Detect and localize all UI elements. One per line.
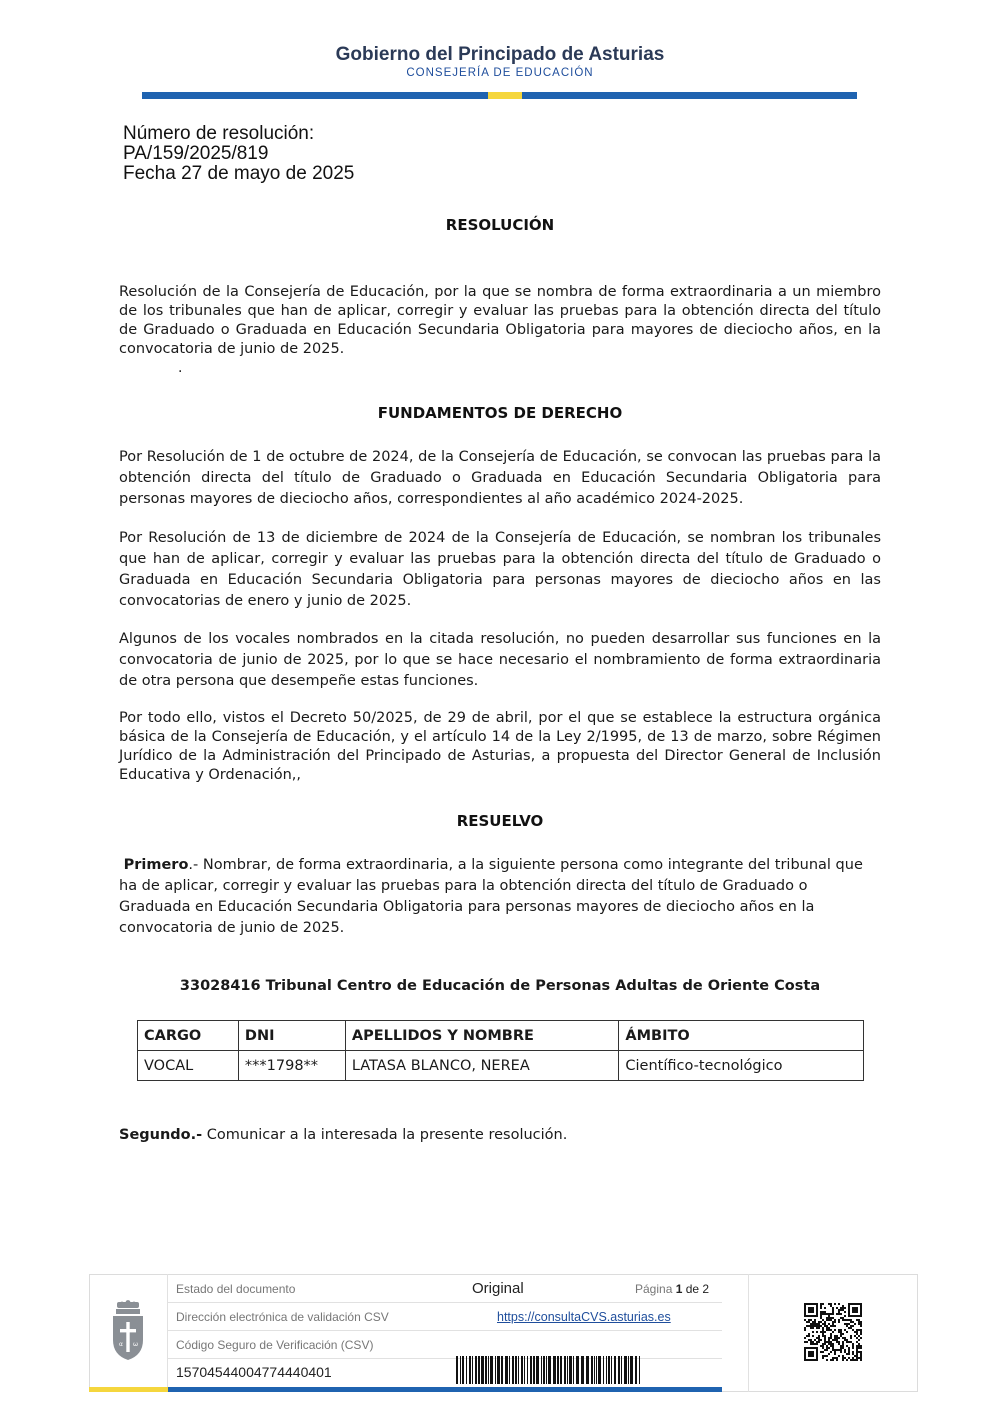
fundamento-paragraph-2: Por Resolución de 13 de diciembre de 2024 de la Consejería de Educación, se nombran los tribunales que han de aplicar, corregir y evaluar las pruebas para la obtención directa del título de Graduado o Graduada en Educación Secundaria Obligatoria para personas mayores de dieciocho años en las convocatorias de enero y junio de 2025.: [119, 530, 881, 609]
segundo-text: Comunicar a la interesada la presente resolución.: [202, 1127, 568, 1143]
section-title-fundamentos: FUNDAMENTOS DE DERECHO: [377, 404, 623, 422]
csv-url-label: Dirección electrónica de validación CSV: [176, 1310, 389, 1324]
estado-value: Original: [472, 1280, 524, 1297]
footer-row-divider: [167, 1330, 722, 1331]
footer-row-divider: [167, 1302, 722, 1303]
header-yellow-bar: [488, 92, 522, 99]
header-title: Gobierno del Principado de Asturias: [335, 44, 665, 65]
resolution-meta: [123, 124, 354, 184]
footer-yellow-bar: [89, 1387, 168, 1392]
segundo-label: Segundo.-: [119, 1127, 203, 1143]
estado-label: Estado del documento: [176, 1282, 296, 1296]
table-row: [138, 1051, 864, 1081]
svg-text:α: α: [119, 1341, 123, 1348]
resolution-number-value: PA/159/2025/819: [123, 143, 269, 164]
tribunal-table: [137, 1020, 864, 1081]
column-header-ambito: ÁMBITO: [619, 1021, 864, 1051]
column-header-cargo: CARGO: [138, 1021, 239, 1051]
footer-divider: [748, 1274, 749, 1392]
table-header-row: [138, 1021, 864, 1051]
csv-validation-link[interactable]: https://consultaCVS.asturias.es: [497, 1310, 671, 1324]
fundamento-paragraph-3: Algunos de los vocales nombrados en la citada resolución, no pueden desarrollar sus funciones en la convocatoria de junio de 2025, por lo que se hace necesario el nombramiento de forma extraordinaria de otra persona que desempeñe estas funciones.: [119, 631, 881, 689]
footer-blue-bar: [168, 1387, 722, 1392]
page-suffix: de 2: [682, 1282, 710, 1296]
svg-text:ω: ω: [133, 1341, 139, 1348]
coat-of-arms-icon: [110, 1300, 146, 1362]
section-title-resolucion: RESOLUCIÓN: [445, 216, 555, 234]
resolution-date: Fecha 27 de mayo de 2025: [123, 163, 355, 184]
qr-code-icon: [804, 1303, 862, 1361]
page-number: 1: [675, 1282, 683, 1296]
intro-paragraph: Resolución de la Consejería de Educación, por la que se nombra de forma extraordinaria a un miembro de los tribunales que han de aplicar, corregir y evaluar las pruebas para la obtención directa del título de Graduado o Graduada en Educación Secundaria Obligatoria para mayores de dieciocho años, en la convocatoria de junio de 2025.: [119, 284, 881, 357]
column-header-nombre: APELLIDOS Y NOMBRE: [345, 1021, 619, 1051]
cell-ambito: Científico-tecnológico: [619, 1051, 864, 1081]
intro-dot: .: [178, 360, 183, 376]
tribunal-title: 33028416 Tribunal Centro de Educación de Personas Adultas de Oriente Costa: [179, 978, 821, 994]
resolution-number-label: Número de resolución:: [123, 123, 315, 144]
barcode-icon: [456, 1356, 642, 1384]
primero-label: Primero: [123, 857, 189, 873]
csv-code-label: Código Seguro de Verificación (CSV): [176, 1338, 374, 1352]
primero-text: .- Nombrar, de forma extraordinaria, a la siguiente persona como integrante del tribunal que ha de aplicar, corregir y evaluar las pruebas para la obtención directa del título de Graduado o Graduada en Educación Secundaria Obligatoria para personas mayores de dieciocho años en la convocatoria de junio de 2025.: [119, 857, 863, 936]
csv-code-value: 15704544004774440401: [176, 1364, 332, 1380]
section-title-resuelvo: RESUELVO: [456, 812, 544, 830]
header-subtitle: CONSEJERÍA DE EDUCACIÓN: [406, 67, 594, 79]
column-header-dni: DNI: [238, 1021, 345, 1051]
segundo-paragraph: [119, 1125, 881, 1146]
cell-cargo: VOCAL: [138, 1051, 239, 1081]
primero-paragraph: [119, 855, 881, 939]
page-prefix: Página: [635, 1282, 676, 1296]
cell-nombre: LATASA BLANCO, NEREA: [345, 1051, 619, 1081]
footer-divider: [167, 1274, 168, 1392]
page-indicator: [635, 1282, 709, 1296]
fundamento-paragraph-4: Por todo ello, vistos el Decreto 50/2025, de 29 de abril, por el que se establece la estructura orgánica básica de la Consejería de Educación, y el artículo 14 de la Ley 2/1995, de 13 de marzo, sobre Régimen Jurídico de la Administración del Principado de Asturias, a propuesta del Director General de Inclusión Educativa y Ordenación,,: [119, 710, 881, 783]
fundamento-paragraph-1: Por Resolución de 1 de octubre de 2024, de la Consejería de Educación, se convocan las pruebas para la obtención directa del título de Graduado o Graduada en Educación Secundaria Obligatoria para personas mayores de dieciocho años, correspondientes al año académico 2024-2025.: [119, 449, 881, 507]
cell-dni: ***1798**: [238, 1051, 345, 1081]
